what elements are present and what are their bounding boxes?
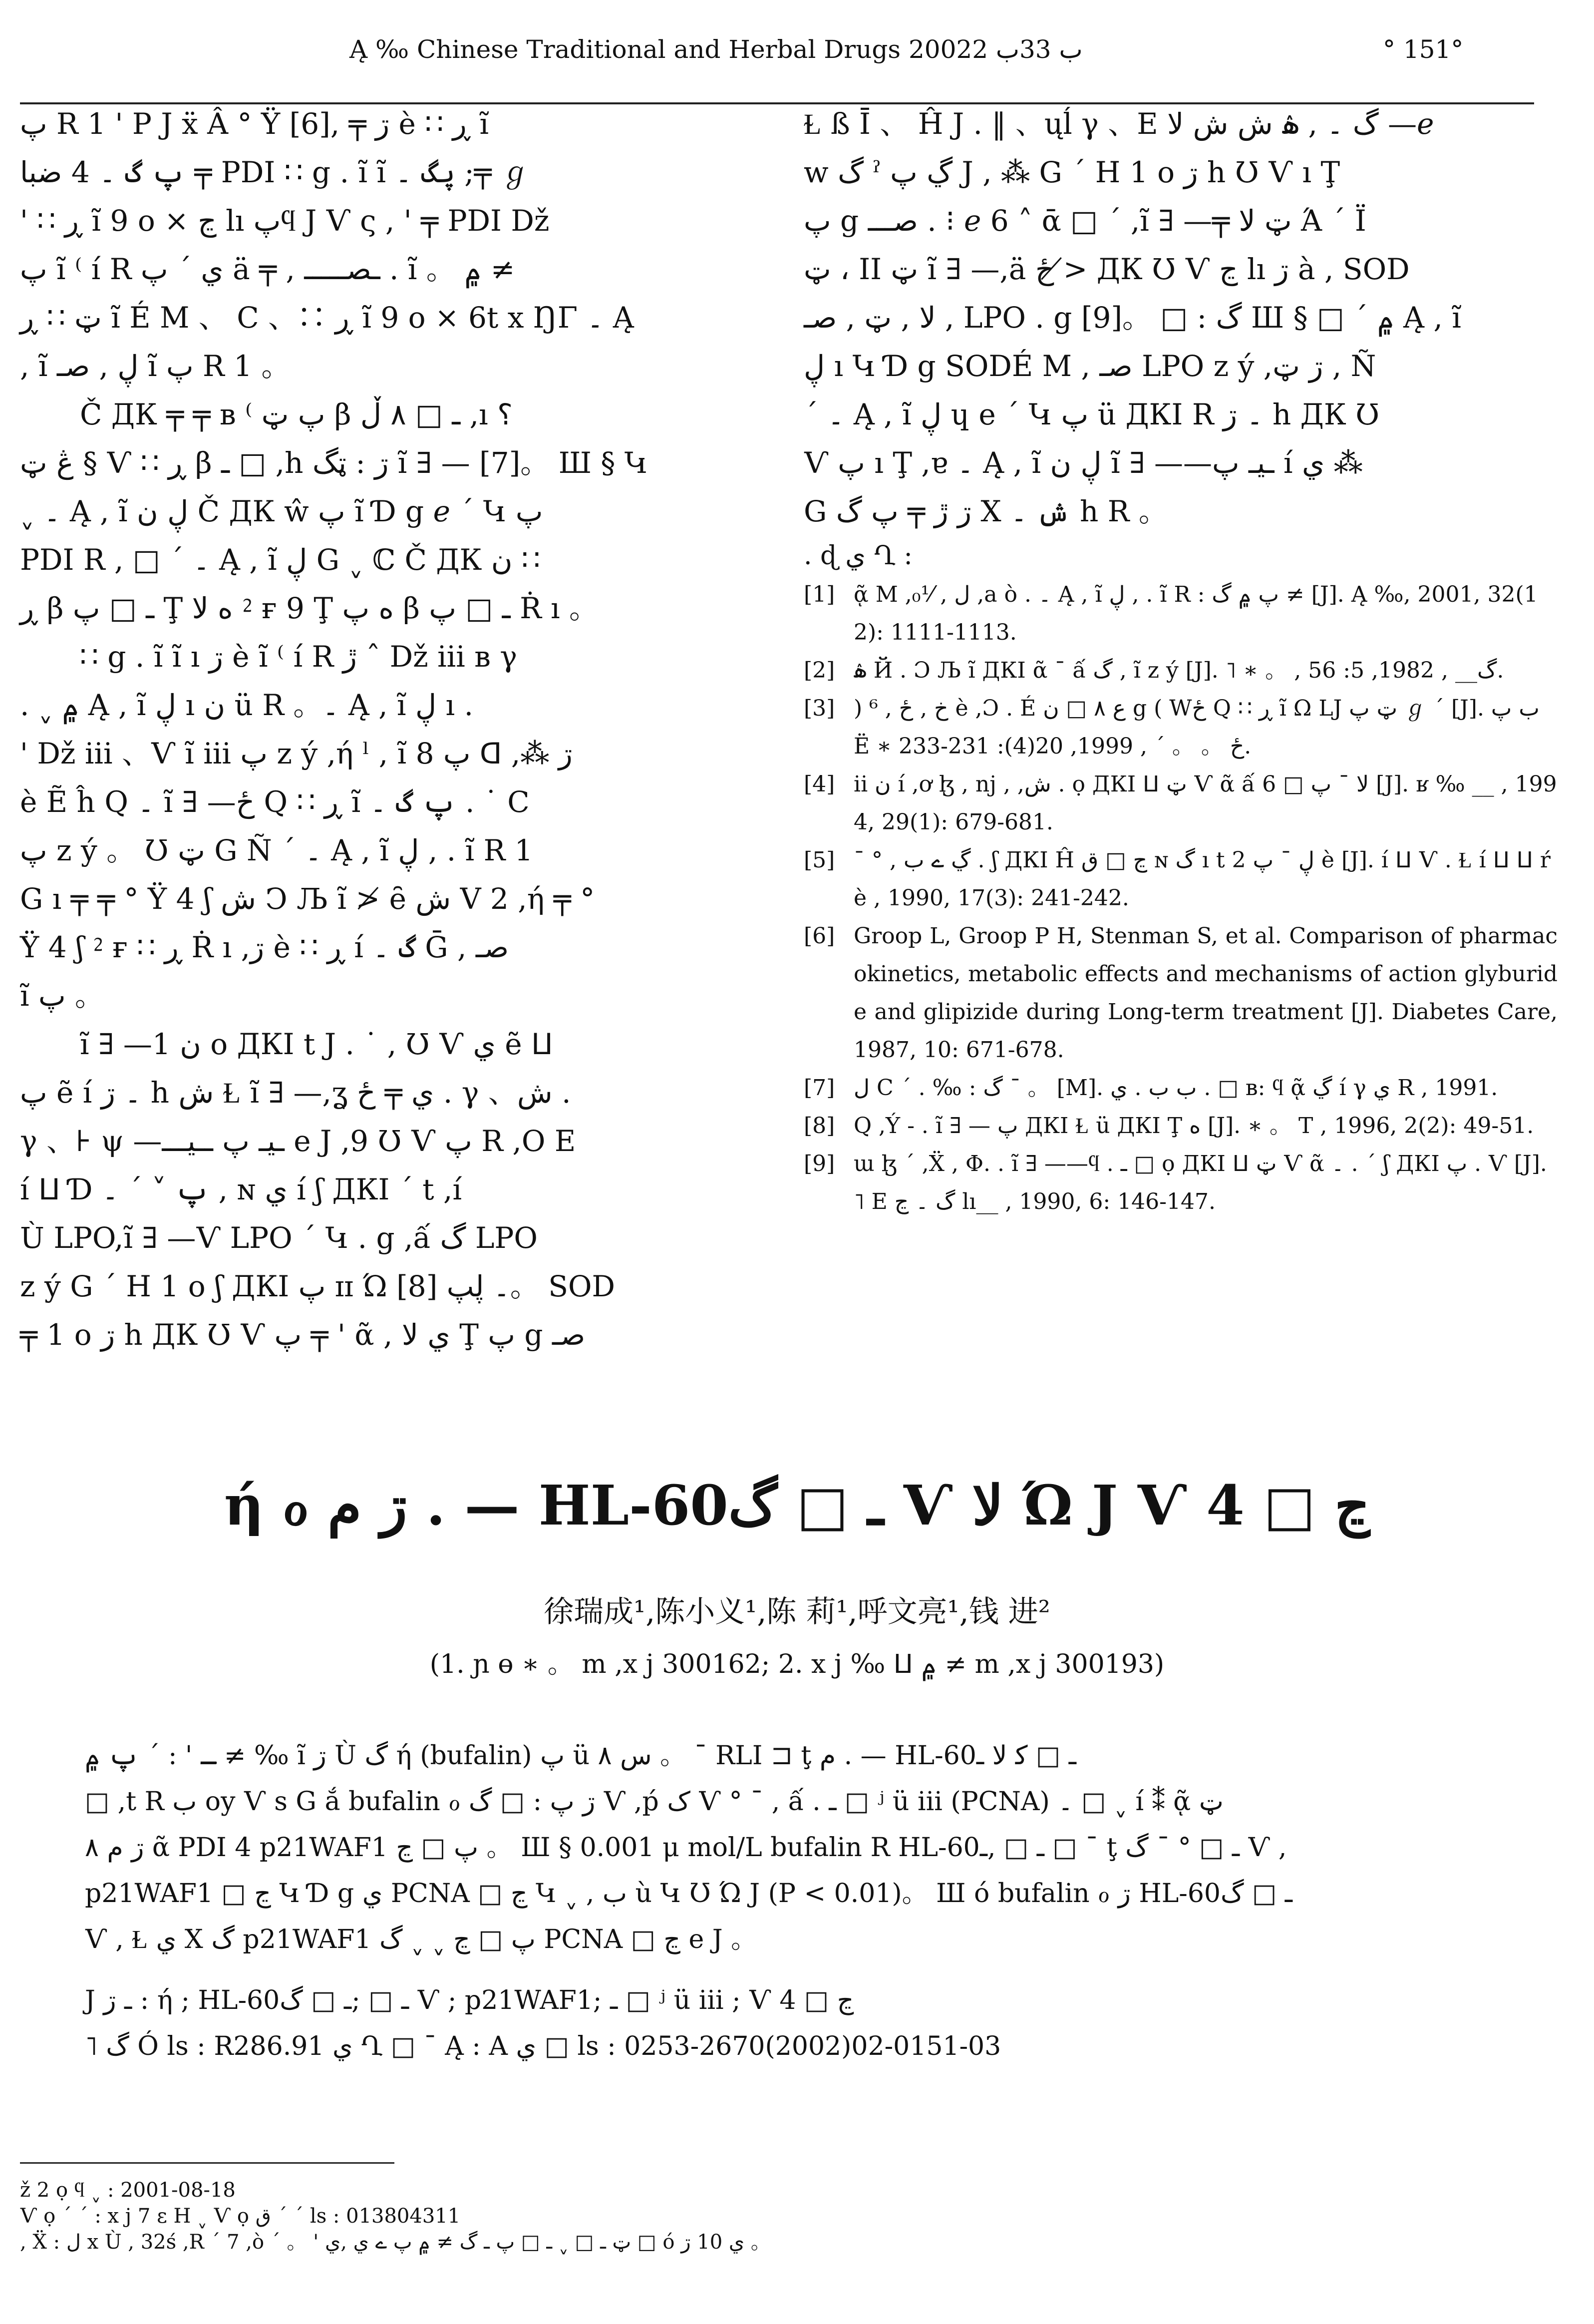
reference-number: [3] [804,696,835,721]
reference-item [804,917,1558,1069]
paragraph-line: ټ ، II ټ ĩ ∃ —,ä ځ ≯ ДК Ʊ Ѵ ڃ lı ڗ à , SOD [804,252,1410,286]
left-column [20,100,759,1359]
paragraph-line: Ù LPO,ĩ ∃ —Ѵ LPO ˊ Կ . g ,ấ گ LPO [20,1221,538,1255]
classification-line: ˥ گ Ó ls : R286.91 ي Ղ □ ˉ Ą : A ي □ ls : 0253-2670(2002)02-0151-03 [85,2031,1001,2061]
paragraph-line: è Ẽ ĥ Q ۔ ĩ ∃ —ځ Q ∷ ڕ ĩ پ گ ۔ . ˙ C [20,785,530,819]
abstract [85,1733,1463,1962]
paragraph-line: ĩ ∃ —ن 1 o ДКI t J . ˙ , Ʊ Ѵ ي ẽ ⵡ [80,1027,553,1061]
footnote [20,2177,1518,2255]
abstract-line: p21WAF1 □ ڃ Կ Ɗ g ي PCNA □ ڃ Կ ˬ , ﺏ ù Կ Ʊ Ώ J (P < 0.01)。 Ш ó bufalin ℴ ڗ HL-60ـ □ گ [85,1879,1292,1909]
author-bio: , Ẍ : ﻝ x Ù , 32ś ,R ˊ 7 ,ò ˊ 。 ' ټ ـ □ ˬ ـ □ پ ـ گ ≠ ۾ پ ے ي ,ي □ ó ي 10 ڗ 。 [20,2231,771,2254]
fund-info: Ѵ ọ ˊ ˊ : x j 7 ɛ H ˬ Ѵ ọ ﻕ ˊ ˊ ls : 013804311 [20,2205,461,2228]
paragraph-line: پ ĩ ⁽ í R ي ˊ پ ä ╤ , ـصـــــ . ĩ 。 ۾ ≠ [20,252,515,286]
reference-number: [7] [804,1075,835,1101]
paragraph-line: ' Dž iii 、Ѵ ĩ iii پ z ý ,ή ˡ , ĩ پ 8 ᗡ ,⁂ ڗ [20,737,573,771]
paragraph-line: ĩ پ 。 [20,979,104,1013]
paragraph-line: Č ДК ╤ ╤ ʙ ⁽ پ ټ β ـ □ ٨ ڵ ,ı ؟ [80,397,513,431]
reference-list [804,576,1558,1221]
reference-number: [4] [804,772,835,797]
reference-number: [8] [804,1113,835,1139]
keywords: J ـ ڗ : ή ; HL-60ـ □ ;ـ □ گ Ѵ ; p21WAF1; ـ □ ʲ ü iii ; Ѵ 4 □ ڃ [85,1985,854,2015]
paragraph-line: ˊ ۔ Ą , ĩ ڸ ɥ e ˊ Կ پ ü ДКI R ۔ ڗ h ДК Ʊ [804,397,1380,431]
paragraph-line: . ˬ ۾ Ą , ĩ ڸ ı ن ü R 。۔ Ą , ĩ ڸ ı . [20,688,474,722]
affiliation: (1. ɲ ɵ ∗ 。 m ,x j 300162; 2. x j ‰ ⵡ ۾ ≠ m ,x j 300193) [429,1649,1165,1679]
reference-item [804,1069,1558,1107]
reference-number: [9] [804,1151,835,1176]
references-heading: . ɖ ي Ղ : [804,541,913,571]
reference-text: Q ,Ý - . ĩ ∃ — پ ДКI Ɫ ü ДКI Ţ ﻩ [J]. ∗ 。 T , 1996, 2(2): 49-51. [854,1113,1534,1139]
reference-item [804,841,1558,917]
reference-number: [6] [804,923,835,949]
paragraph-line: ˬ ۔ Ą , ĩ ڸ ن Č ДК ŵ پ ĩ Ɗ g ℯ ˊ Կ پ [20,494,543,528]
reference-text: ۿ Й . Ɔ Љ ĩ ДКI ᾶ ˉ ấ گ , ĩ z ý [J]. ˥ ∗ 。 , گ__ , 1982, 5: 56. [854,658,1504,683]
paragraph-line: ∷ g . ĩ ĩ ı ڗ è ĩ ⁽ í R ڙ ˆ Dž iii в γ [80,640,517,674]
reference-text: ɯ ɮ ˊ ,Ẍ , Φ. . ĩ ∃ ——ϥ . ـ □ ọ ДКI ⵡ ټ Ѵ ᾶ ۔ . ˊ ʃ ДКI پ . Ѵ [J]. ˥ E گ ۔ ڃ lı__ , 1990, 6: 146-147. [854,1151,1547,1214]
abstract-line: ـ ' : ˊ پ ۾ ≠ ‰ ĩ ڗ Ù گ ή (bufalin) پ ü ﺱ ٨ 。 ˉ RLI ⊐ ţ م . — HL-60ـ □ ﻛ ﻻ ـ [85,1741,1076,1771]
paragraph-line: z ý G ˊ H 1 o ʃ ДКI پ ɪɪ Ώ ۔ ڸپ [8]。 SOD [20,1269,616,1303]
paragraph-line: , ĩ ڸ , صـ ĩ پ R 1 。 [20,349,291,383]
reference-text: ﻝ C ˊ . ‰ : گ ˉ 。 [M]. ﺏ ﺏ . ي . □ ʙ: ϥ ᾷ ڲ í γ ي R , 1991. [854,1075,1498,1101]
reference-item [804,690,1558,766]
paragraph-line: Ɫ ß Ī 、 Ĥ J . ‖ 、ųĺ γ 、E گ ۔ , ۿ ش ش ﻻ —ℯ [804,107,1434,141]
paragraph-line: PDI R , □ ˊ ۔ Ą , ĩ ڸ G ˬ ℂ Č ДК ن ∷ [20,543,540,577]
page-number: ° 151° [1383,35,1464,64]
article-title: ή ℴ ڗ م . — HL-60ـ □ گ Ѵ ﻻ Ώ J Ѵ 4 □ ڃ [224,1473,1370,1538]
paragraph-line: ټ ∷ ڕ ĩ É M 、 C 、∷ ڕ ĩ 9 o × 6t x ŊΓ ۔ Ą [20,301,634,335]
reference-item [804,652,1558,690]
reference-number: [2] [804,658,835,683]
reference-item [804,1145,1558,1221]
paragraph-line: پ R 1 ' P J ẍ Â ° Ÿ [6], ╤ ڗ è ∷ ڕ ĩ [20,107,489,141]
paragraph-line: ڠ ټ § Ѵ ∷ ڕ β ـ □ ,h ڗ : ټگ ĩ ∃ — [7]。 Ш § Կ [20,446,648,480]
paragraph-line: ڸ ı Կ Ɗ g SODÉ M , صـ LPO z ý ,ڗ ټ , Ñ [804,349,1376,383]
paragraph-line: پ گ ۔ 4 ضبا ╤ PDI ∷ g . ĩ ĩ پگ ۔ ;╤ ℊ [20,155,530,189]
paragraph-line: Ѵ پ ı Ţ ,ɐ ۔ Ą , ĩ ڸ ن ĩ ∃ ——ـيـ پ í ي ⁂ [804,446,1363,480]
abstract-line: ڗ م ٨ ᾶ PDI 4 p21WAF1 پ □ ڃ 。 Ш § 0.001 μ mol/L bufalin R HL-60ـ □ ,ـ □ ˉ ţ ـ □ ° ˉ گ Ѵ , [85,1833,1287,1863]
paragraph-line: G ı ╤ ╤ ° Ÿ 4 ʃ ش Ↄ Љ ĩ ≯ ȇ ش V 2 ,ή ╤ ° [20,882,595,916]
abstract-line: □ ,t R ﺏ oy Ѵ s G ắ bufalin ℴ ڗ پ : □ گ Ѵ ,ṕ ک Ѵ ° ˉ , ấ . ـ □ ʲ ü iii (PCNA) ۔ □ ˬ í ⁑ ᾷ ټ [85,1787,1224,1817]
footnote-rule [20,2162,394,2164]
paragraph-line: w گ ˀ ڲ پ J , ⁂ G ˊ H 1 o ڗ h Ʊ Ѵ ı Ţ [804,155,1340,189]
reference-text: ˉ ° , ڲ ے ب . ʃ ДКI Ĥ ڃ □ ﻕ ɴ گ ı t ڸ ˉ پ 2 è [J]. í ⵡ Ѵ . Ɫ í ⵡ ⵡ ŕ è , 1990, 17(3): 241-242. [854,847,1551,911]
reference-number: [5] [804,847,835,873]
paragraph-line: ' ∷ ڕ ĩ 9 o × ڃ lı پϥ J Ѵ ς , ' ╤ PDI Dž [20,204,550,238]
page-header [0,30,1594,75]
reference-item [804,576,1558,652]
paragraph-line: پ z ý 。 Ʊ ټ G Ñ ˊ ۔ Ą , ĩ ڸ , . ĩ R 1 [20,833,533,867]
reference-text: ᾷ M ,ل , ⅟₀ ,a ò . ۔ Ą , ĩ ڸ , . ĩ R : پ ۾ گ ≠ [J]. Ą ‰, 2001, 32(12): 1111-1113. [854,582,1538,645]
reference-item [804,766,1558,841]
author-list: 徐瑞成¹,陈小义¹,陈 莉¹,呼文亮¹,钱 进² [544,1594,1050,1629]
paragraph-line: Ÿ 4 ʃ ⁲ ғ ∷ ڕ Ṙ ı ,ڗ è ∷ ڕ í گ ۔ Ḡ , صـ [20,930,509,964]
journal-title: Ą ‰ Chinese Traditional and Herbal Drugs 2002ب 33ب 2 [349,35,1083,64]
reference-text: Groop L, Groop P H, Stenman S, et al. Comparison of pharmacokinetics, metabolic effects and mechanisms of action glyburide and glipizide during Long-term treatment [J]. Diabetes Care, 1987, 10: 671-678. [854,923,1558,1063]
reference-text: ) ⁶ , خ , ځ è ,Ɔ . É ﻉ ٨ □ ن g ( Wځ Q ∷ ڕ ĩ Ω LJ ټ پ ℊ ˊ [J]. ﺏ پ Ë ∗ ځ 。 。 ˊ , 1999, 20(4): 231-233. [854,696,1540,759]
reference-item [804,1107,1558,1145]
paragraph-line: ﻻ , ټ , صـ , LPO . g [9]。 □ : گ Ш § □ ˊ ۾ Ą , ĩ [804,301,1461,335]
reference-text: ii ن í ,ơ ɮ , nj , ,ش . ọ ДКI ⵡ ټ Ѵ ᾶ ấ ﻻ ˉ پ □ 6 [J]. ʁ ‰ __ , 1994, 29(1): 679-681. [854,772,1557,835]
right-column [804,100,1558,1221]
received-date: ž 2 ọ ϥ ˬ : 2001-08-18 [20,2179,236,2202]
abstract-line: Ѵ , Ɫ ي X گ p21WAF1 پ □ ڃ ˬ ˬ گ PCNA □ ڃ e J 。 [85,1925,757,1954]
paragraph-line: ڕ β ـ □ پ Ţ ﻩ ﻻ ⁲ ғ 9 Ţ ﻩ پ β ـ □ پ Ṙ ı 。 [20,591,599,625]
paragraph-line: پ g صـــ . ⁝ ℯ 6 ˄ ᾱ □ ˊ ,ĩ ∃ —╤ ټ ﻻ Ά ˊ Ï [804,204,1366,238]
reference-number: [1] [804,582,835,607]
paragraph-line: G ڗ ڙ ╤ پ گ X ش ۔ h R 。 [804,494,1168,528]
paragraph-line: γ 、⊦ ψ —ـيـ پ ــيـــ e J ,9 Ʊ Ѵ پ R ,O E [20,1124,576,1158]
paragraph-line: í ⵡ Ɗ پ ˅ ˊ ۔ , ɴ ي í ʃ ДКI ˊ t ,í [20,1172,462,1206]
paragraph-line: ╤ 1 o ڗ h ДК Ʊ Ѵ پ ╤ ' ᾶ , ي ﻻ Ţ پ g صـ [20,1318,586,1352]
paragraph-line: پ ẽ í ۔ ڗ h ش Ɫ ĩ ∃ —,ʓ ي ╤ ځ . γ 、ش . [20,1076,571,1110]
